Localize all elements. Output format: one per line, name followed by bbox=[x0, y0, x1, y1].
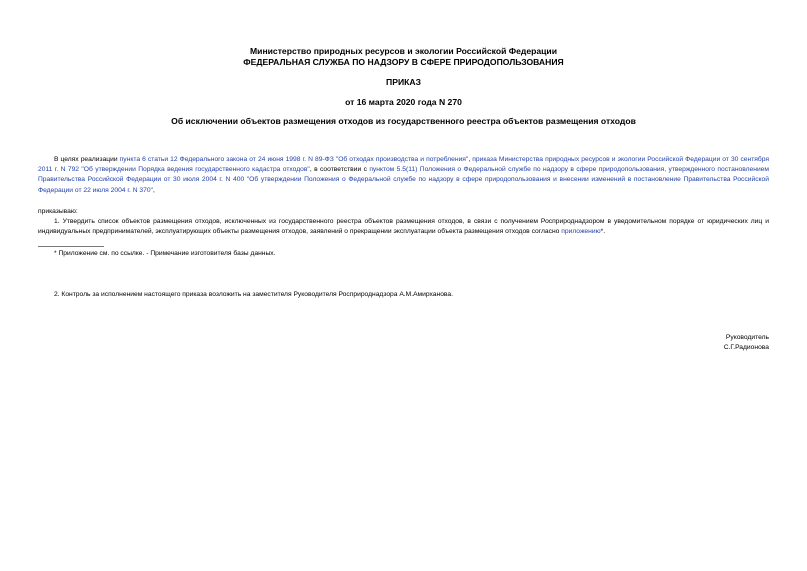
item-2-paragraph: 2. Контроль за исполнением настоящего приказа возложить на заместителя Руководителя Росприроднадзора А.М.Амирханова. bbox=[54, 291, 453, 298]
item-1-paragraph bbox=[38, 217, 769, 237]
preamble-text-4: , bbox=[152, 186, 155, 194]
signature-name: С.Г.Радионова bbox=[723, 344, 769, 351]
service-name: ФЕДЕРАЛЬНАЯ СЛУЖБА ПО НАДЗОРУ В СФЕРЕ ПРИРОДОПОЛЬЗОВАНИЯ bbox=[243, 57, 564, 67]
preamble-text-2: , bbox=[468, 156, 473, 163]
footnote: * Приложение см. по ссылке. - Примечание изготовителя базы данных. bbox=[54, 250, 276, 257]
item-1-text: 1. Утвердить список объектов размещения отходов, исключенных из государственного реестра объектов размещения отходов, в связи с получением Росприроднадзором в уведомительном порядке от юридических лиц и индивидуальных предпринимателей, эксплуатирующих объекты размещения отходов, заявлений о прекращении эксплуатации объекта размещения отходов согласно bbox=[38, 218, 769, 236]
document-type: ПРИКАЗ bbox=[386, 77, 421, 87]
signature-position: Руководитель bbox=[725, 334, 769, 341]
preamble-text-3: , в соответствии с bbox=[309, 166, 370, 174]
regulation-400-link[interactable]: пунктом 5.5(11) Положения о Федеральной службе по надзору в сфере природопользования, утвержденного постановлением Правительства Российской Федерации от 30 июля 2004 г. N 400 "Об утверждении Положения о Федеральной службе по надзору в сфере природопользования и внесении изменений в постановление Правительства Российской Федерации от 22 июля 2004 г. N 370" bbox=[38, 166, 769, 194]
preamble-paragraph bbox=[38, 155, 769, 196]
preamble-text-1: В целях реализации bbox=[54, 156, 120, 163]
document-title: Об исключении объектов размещения отходов из государственного реестра объектов размещения отходов bbox=[171, 116, 636, 126]
law-89-fz-link[interactable]: пункта 6 статьи 12 Федерального закона от 24 июня 1998 г. N 89-ФЗ "Об отходах производства и потребления" bbox=[119, 156, 469, 163]
document-date-number: от 16 марта 2020 года N 270 bbox=[345, 97, 462, 107]
ministry-name: Министерство природных ресурсов и экологии Российской Федерации bbox=[250, 46, 557, 56]
order-792-link[interactable]: приказа Министерства природных ресурсов и экологии Российской Федерации от 30 сентября 2011 г. N 792 "Об утверждении Порядка ведения государственного кадастра отходов" bbox=[38, 156, 769, 174]
footnote-divider bbox=[38, 246, 104, 247]
order-word: приказываю: bbox=[38, 208, 78, 215]
item-1-tail: *. bbox=[600, 228, 606, 236]
appendix-link[interactable]: приложению bbox=[561, 228, 601, 236]
